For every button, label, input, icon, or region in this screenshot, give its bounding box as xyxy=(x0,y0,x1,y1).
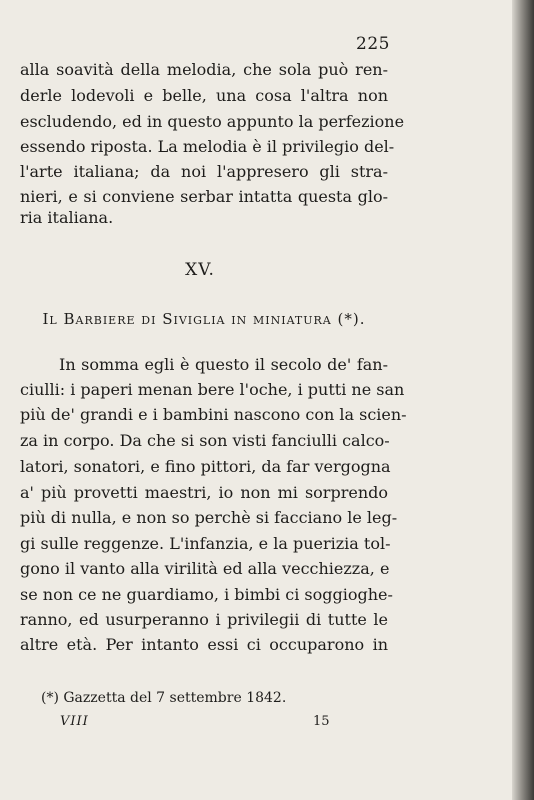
page-number: 225 xyxy=(356,34,390,54)
text-line: l'arte italiana; da noi l'appresero gli stra- xyxy=(20,162,388,181)
text-line: In somma egli è questo il secolo de' fan- xyxy=(59,355,388,374)
signature-mark: VIII xyxy=(60,714,89,729)
text-line: più di nulla, e non so perchè si facciano le leg- xyxy=(20,508,398,527)
sheet-number: 15 xyxy=(313,714,330,729)
text-line: latori, sonatori, e fino pittori, da far vergogna xyxy=(20,457,391,476)
text-line: za in corpo. Da che si son visti fanciulli calco- xyxy=(20,431,390,450)
text-line: essendo riposta. La melodia è il privilegio del- xyxy=(20,137,395,156)
text-line: escludendo, ed in questo appunto la perfezione xyxy=(20,112,405,131)
text-line: se non ce ne guardiamo, i bimbi ci soggioghe- xyxy=(20,585,393,604)
text-line: nieri, e si conviene serbar intatta questa glo- xyxy=(20,187,388,206)
text-line: a' più provetti maestri, io non mi sorprendo xyxy=(20,483,388,502)
section-number: XV. xyxy=(185,260,215,280)
text-line: gono il vanto alla virilità ed alla vecchiezza, e xyxy=(20,559,390,578)
text-line: più de' grandi e i bambini nascono con la scien- xyxy=(20,405,407,424)
book-page-edge xyxy=(512,0,534,800)
text-line: ria italiana. xyxy=(20,208,114,227)
text-line: derle lodevoli e belle, una cosa l'altra non xyxy=(20,86,388,105)
section-heading: Il Barbiere di Siviglia in miniatura (*). xyxy=(42,310,366,328)
text-line: altre età. Per intanto essi ci occuparono in xyxy=(20,635,388,654)
text-line: alla soavità della melodia, che sola può ren- xyxy=(20,60,388,79)
footnote: (*) Gazzetta del 7 settembre 1842. xyxy=(41,690,287,706)
text-line: gi sulle reggenze. L'infanzia, e la puerizia tol- xyxy=(20,534,391,553)
text-line: ciulli: i paperi menan bere l'oche, i putti ne san xyxy=(20,380,405,399)
text-line: ranno, ed usurperanno i privilegii di tutte le xyxy=(20,610,388,629)
